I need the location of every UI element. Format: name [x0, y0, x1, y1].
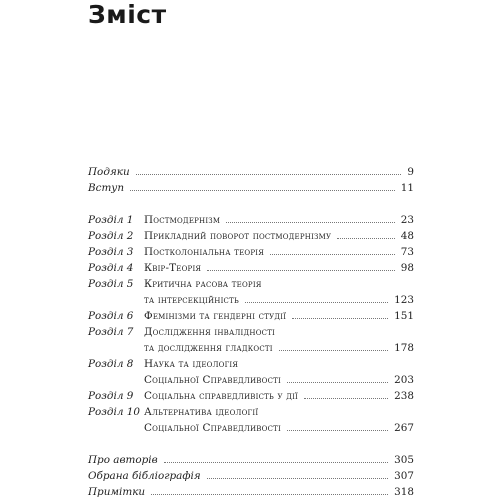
toc-entry[interactable] [88, 180, 414, 196]
dot-leader [245, 302, 388, 303]
chapter-entry-continued[interactable] [88, 340, 414, 356]
dot-leader [207, 270, 394, 271]
page-number: 203 [394, 374, 414, 386]
dot-leader [292, 318, 388, 319]
entry-title: Вступ [88, 182, 125, 194]
page-number: 11 [400, 182, 414, 194]
chapter-entry-continued[interactable] [88, 292, 414, 308]
page-number: 123 [394, 294, 414, 306]
toc-entry[interactable] [88, 468, 414, 484]
chapter-entry[interactable] [88, 276, 414, 292]
chapter-label: Розділ 2 [88, 230, 134, 242]
chapter-label: Розділ 3 [88, 246, 134, 258]
chapter-label: Розділ 1 [88, 214, 134, 226]
chapter-entry[interactable] [88, 404, 414, 420]
chapter-title: Соціальна справедливість у дії [144, 390, 299, 402]
chapter-entry[interactable] [88, 388, 414, 404]
page-number: 238 [394, 390, 414, 402]
page-number: 98 [400, 262, 414, 274]
chapter-entry[interactable] [88, 228, 414, 244]
chapter-label: Розділ 4 [88, 262, 134, 274]
chapter-entry[interactable] [88, 356, 414, 372]
chapter-title: Дослідження інвалідності [144, 326, 276, 338]
entry-title: Примітки [88, 486, 146, 498]
chapter-entry[interactable] [88, 212, 414, 228]
entry-title: Про авторів [88, 454, 158, 466]
chapter-title: та інтерсекційність [144, 294, 239, 306]
chapter-entry[interactable] [88, 308, 414, 324]
chapter-entry[interactable] [88, 260, 414, 276]
page-number: 151 [394, 310, 414, 322]
page-number: 9 [407, 166, 414, 178]
dot-leader [287, 430, 388, 431]
chapter-label: Розділ 5 [88, 278, 134, 290]
page-title: Зміст [88, 0, 167, 29]
page-number: 305 [394, 454, 414, 466]
dot-leader [337, 238, 395, 239]
chapter-title: Критична расова теорія [144, 278, 262, 290]
chapter-label: Розділ 6 [88, 310, 134, 322]
chapter-title: Соціальної Справедливості [144, 374, 281, 386]
dot-leader [304, 398, 388, 399]
toc-entry[interactable] [88, 164, 414, 180]
chapter-title: Постколоніальна теорія [144, 246, 265, 258]
chapter-title: Постмодернізм [144, 214, 221, 226]
dot-leader [279, 350, 388, 351]
chapter-entry[interactable] [88, 324, 414, 340]
chapter-label: Розділ 7 [88, 326, 134, 338]
chapter-title: Соціальної Справедливості [144, 422, 281, 434]
chapter-title: та дослідження гладкості [144, 342, 273, 354]
chapter-entry[interactable] [88, 244, 414, 260]
chapter-title: Фемінізми та гендерні студії [144, 310, 287, 322]
toc-entry[interactable] [88, 484, 414, 500]
dot-leader [151, 494, 388, 495]
entry-title: Подяки [88, 166, 130, 178]
dot-leader [164, 462, 389, 463]
chapter-title: Квір-Теорія [144, 262, 202, 274]
chapter-entry-continued[interactable] [88, 372, 414, 388]
chapter-title: Прикладний поворот постмодернізму [144, 230, 332, 242]
dot-leader [287, 382, 388, 383]
dot-leader [226, 222, 395, 223]
dot-leader [136, 174, 402, 175]
dot-leader [270, 254, 395, 255]
chapter-label: Розділ 8 [88, 358, 134, 370]
toc-entry[interactable] [88, 452, 414, 468]
chapter-label: Розділ 9 [88, 390, 134, 402]
chapter-label: Розділ 10 [88, 406, 140, 418]
page-number: 73 [400, 246, 414, 258]
chapter-title: Наука та ідеологія [144, 358, 239, 370]
page-number: 307 [394, 470, 414, 482]
page-number: 318 [394, 486, 414, 498]
page-number: 267 [394, 422, 414, 434]
dot-leader [130, 190, 395, 191]
dot-leader [207, 478, 388, 479]
entry-title: Обрана бібліографія [88, 470, 201, 482]
page-number: 23 [400, 214, 414, 226]
chapter-title: Альтернатива ідеології [144, 406, 259, 418]
page-number: 48 [400, 230, 414, 242]
page-number: 178 [394, 342, 414, 354]
chapter-entry-continued[interactable] [88, 420, 414, 436]
